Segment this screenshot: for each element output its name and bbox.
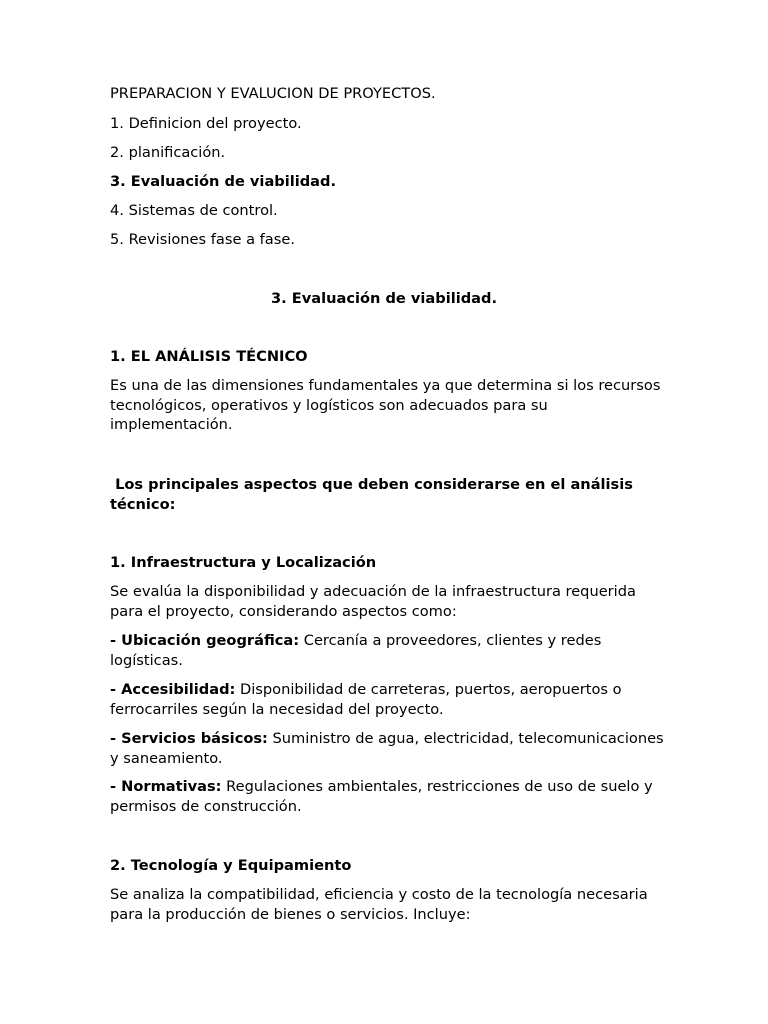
infra-item-label: - Accesibilidad: xyxy=(110,681,236,698)
outline-item-4: 4. Sistemas de control. xyxy=(110,202,278,219)
outline-item-1: 1. Definicion del proyecto. xyxy=(110,115,302,132)
infra-item-text: Cercanía a proveedores, clientes y redes logísticas. xyxy=(110,632,602,669)
infra-intro: Se evalúa la disponibilidad y adecuación de la infraestructura requerida para el proyecto, considerando aspectos como: xyxy=(110,583,636,620)
section-heading: 3. Evaluación de viabilidad. xyxy=(270,290,498,307)
tech-intro: Se analiza la compatibilidad, eficiencia y costo de la tecnología necesaria para la producción de bienes o servicios. Incluye: xyxy=(110,886,648,923)
infra-item-label: - Normativas: xyxy=(110,778,222,795)
infra-item-text: Disponibilidad de carreteras, puertos, aeropuertos o ferrocarriles según la necesidad del proyecto. xyxy=(110,681,622,718)
aspects-heading: Los principales aspectos que deben considerarse en el análisis técnico: xyxy=(110,476,639,513)
outline-item-3: 3. Evaluación de viabilidad. xyxy=(110,173,337,190)
infra-item-regulations xyxy=(110,777,670,816)
outline-item-5: 5. Revisiones fase a fase. xyxy=(110,231,295,248)
infra-item-text: Suministro de agua, electricidad, telecomunicaciones y saneamiento. xyxy=(110,730,664,767)
document-title: PREPARACION Y EVALUCION DE PROYECTOS. xyxy=(110,85,436,102)
infra-item-access xyxy=(110,680,670,719)
tech-heading: 2. Tecnología y Equipamiento xyxy=(110,857,352,874)
outline-item-2: 2. planificación. xyxy=(110,144,226,161)
infra-item-label: - Ubicación geográfica: xyxy=(110,632,300,649)
infra-item-text: Regulaciones ambientales, restricciones de uso de suelo y permisos de construcción. xyxy=(110,778,653,815)
tech-analysis-intro: Es una de las dimensiones fundamentales ya que determina si los recursos tecnológicos, operativos y logísticos son adecuados para su implementación. xyxy=(110,377,661,434)
tech-analysis-heading: 1. EL ANÁLISIS TÉCNICO xyxy=(110,348,308,365)
infra-item-location xyxy=(110,631,670,670)
infra-item-label: - Servicios básicos: xyxy=(110,730,268,747)
infra-heading: 1. Infraestructura y Localización xyxy=(110,554,377,571)
infra-item-services xyxy=(110,729,670,768)
